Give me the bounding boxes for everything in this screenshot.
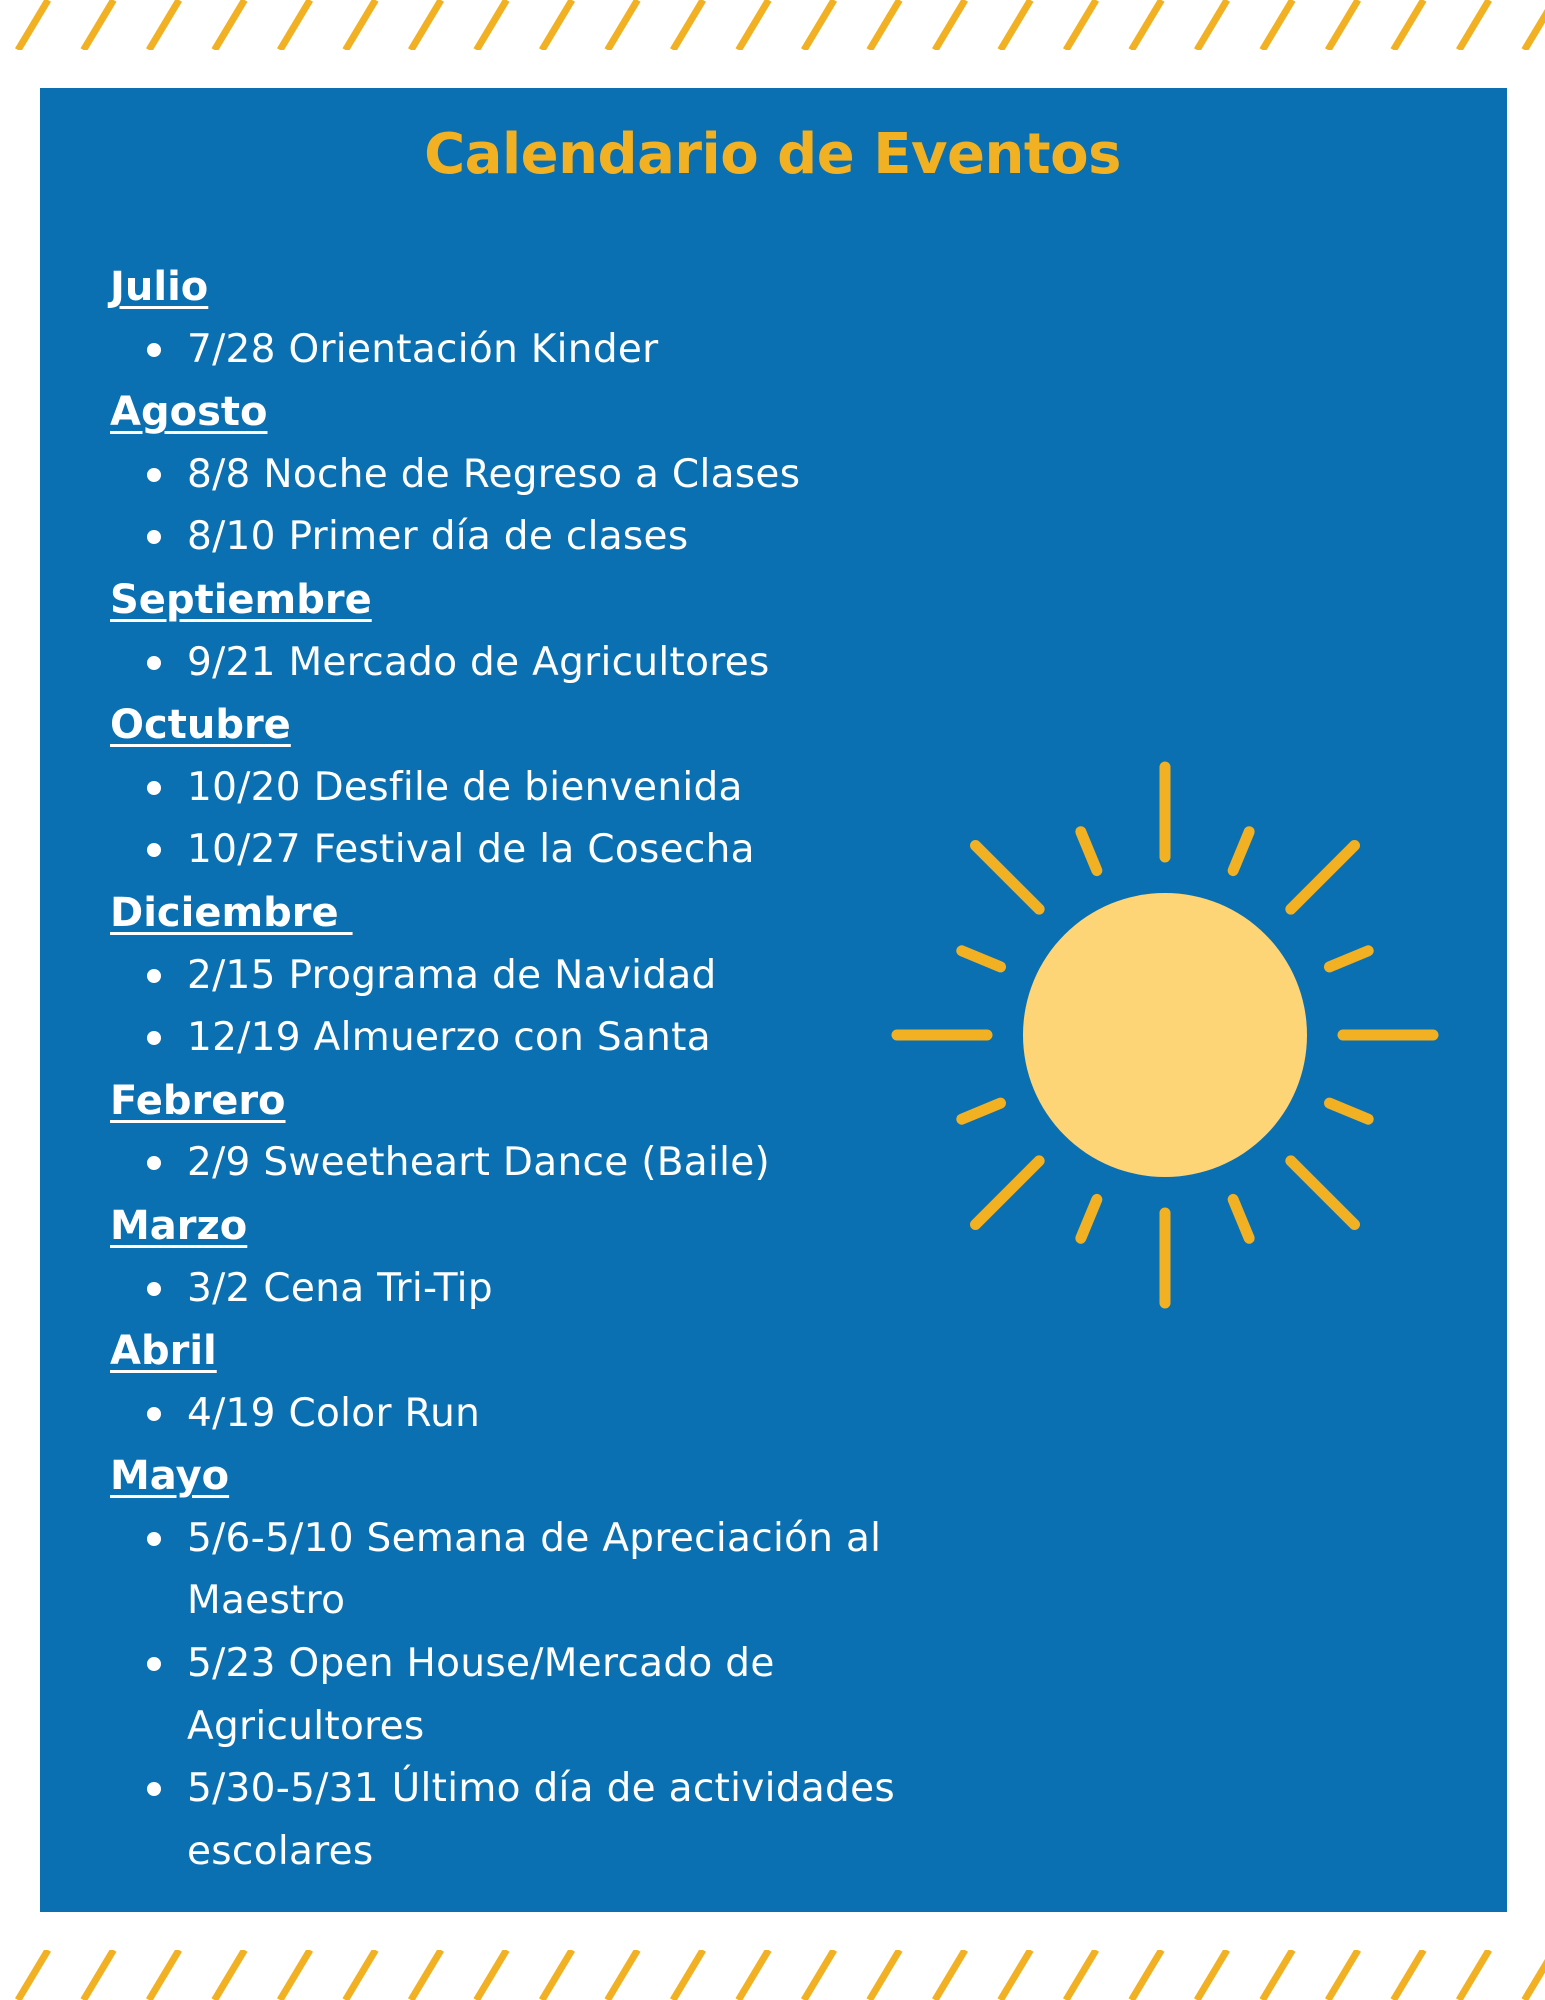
stripe-mark — [1132, 0, 1162, 50]
event-list — [110, 1383, 950, 1446]
event-text: 8/10 Primer día de clases — [187, 514, 689, 560]
sun-core — [1023, 893, 1307, 1177]
event-list — [110, 319, 950, 382]
stripe-mark — [1001, 0, 1031, 50]
event-item — [110, 319, 950, 382]
event-item — [110, 444, 950, 507]
stripe-mark — [1263, 1950, 1293, 2000]
month-section-7 — [110, 1320, 950, 1445]
month-section-2 — [110, 569, 950, 694]
sun-icon — [880, 755, 1440, 1315]
event-item — [110, 1758, 950, 1883]
stripe-mark — [542, 1950, 572, 2000]
event-text: 4/19 Color Run — [187, 1390, 481, 1436]
stripe-mark — [1459, 1950, 1489, 2000]
bullet-dot-icon — [147, 530, 161, 544]
event-text: 2/9 Sweetheart Dance (Baile) — [187, 1140, 771, 1186]
event-item — [110, 1383, 950, 1446]
bullet-dot-icon — [147, 843, 161, 857]
stripe-mark — [1263, 0, 1293, 50]
stripe-mark — [18, 0, 48, 50]
event-text: 8/8 Noche de Regreso a Clases — [187, 451, 801, 497]
bullet-dot-icon — [147, 1282, 161, 1296]
stripe-mark — [739, 0, 769, 50]
event-list — [110, 1508, 950, 1884]
event-text: 9/21 Mercado de Agricultores — [187, 639, 770, 685]
stripe-mark — [477, 1950, 507, 2000]
sun-ray — [962, 951, 1001, 967]
bullet-dot-icon — [147, 781, 161, 795]
stripe-mark — [935, 0, 965, 50]
month-section-6 — [110, 1195, 950, 1320]
event-item — [110, 1508, 950, 1633]
month-heading: Septiembre — [110, 576, 372, 623]
sun-ray — [975, 845, 1039, 909]
event-text: 12/19 Almuerzo con Santa — [187, 1015, 711, 1061]
stripe-mark — [1394, 1950, 1424, 2000]
page-title: Calendario de Eventos — [424, 122, 1121, 187]
stripe-mark — [411, 0, 441, 50]
stripe-mark — [804, 0, 834, 50]
event-text: 10/20 Desfile de bienvenida — [187, 764, 743, 810]
sun-ray — [1081, 1199, 1097, 1238]
bullet-dot-icon — [147, 1657, 161, 1671]
stripe-mark — [935, 1950, 965, 2000]
month-heading: Diciembre — [110, 889, 353, 936]
sun-ray — [1291, 845, 1355, 909]
event-list — [110, 1132, 950, 1195]
stripe-mark — [1525, 0, 1545, 50]
event-list — [110, 945, 950, 1070]
bullet-dot-icon — [147, 468, 161, 482]
stripe-mark — [1328, 0, 1358, 50]
stripe-mark — [280, 0, 310, 50]
sun-ray — [975, 1161, 1039, 1225]
stripe-mark — [18, 1950, 48, 2000]
event-text: 7/28 Orientación Kinder — [187, 326, 659, 372]
month-heading: Agosto — [110, 389, 268, 436]
sun-ray — [1233, 1199, 1249, 1238]
stripe-mark — [608, 1950, 638, 2000]
event-item — [110, 1258, 950, 1321]
stripe-mark — [1066, 0, 1096, 50]
event-text: 3/2 Cena Tri-Tip — [187, 1265, 493, 1311]
stripe-mark — [149, 1950, 179, 2000]
event-item — [110, 506, 950, 569]
stripe-mark — [1525, 1950, 1545, 2000]
stripe-mark — [1066, 1950, 1096, 2000]
stripe-mark — [608, 0, 638, 50]
stripe-mark — [346, 0, 376, 50]
stripe-mark — [804, 1950, 834, 2000]
event-list — [110, 632, 950, 695]
stripe-mark — [215, 0, 245, 50]
stripe-mark — [215, 1950, 245, 2000]
bullet-dot-icon — [147, 969, 161, 983]
bullet-dot-icon — [147, 1782, 161, 1796]
event-text: 5/23 Open House/Mercado de Agricultores — [187, 1641, 775, 1749]
event-text: 5/30-5/31 Último día de actividades escolares — [187, 1766, 896, 1874]
bullet-dot-icon — [147, 656, 161, 670]
stripe-mark — [477, 0, 507, 50]
event-item — [110, 632, 950, 695]
stripe-mark — [1132, 1950, 1162, 2000]
event-text: 10/27 Festival de la Cosecha — [187, 827, 755, 873]
stripe-mark — [1001, 1950, 1031, 2000]
sun-ray — [1329, 1103, 1368, 1119]
month-heading: Octubre — [110, 702, 291, 749]
events-list — [110, 256, 950, 1883]
month-section-1 — [110, 381, 950, 569]
stripe-mark — [1197, 0, 1227, 50]
bottom-stripe-border — [0, 1950, 1545, 2000]
month-section-4 — [110, 882, 950, 1070]
stripe-mark — [673, 0, 703, 50]
month-section-3 — [110, 694, 950, 882]
month-heading: Febrero — [110, 1077, 286, 1124]
stripe-mark — [542, 0, 572, 50]
stripe-mark — [149, 0, 179, 50]
month-heading: Marzo — [110, 1202, 248, 1249]
month-section-0 — [110, 256, 950, 381]
stripe-mark — [84, 0, 114, 50]
bullet-dot-icon — [147, 343, 161, 357]
bullet-dot-icon — [147, 1407, 161, 1421]
stripe-mark — [346, 1950, 376, 2000]
event-list — [110, 444, 950, 569]
month-section-8 — [110, 1445, 950, 1883]
stripe-mark — [870, 1950, 900, 2000]
event-item — [110, 1007, 950, 1070]
month-section-5 — [110, 1070, 950, 1195]
stripe-mark — [739, 1950, 769, 2000]
sun-ray — [962, 1103, 1001, 1119]
stripe-mark — [870, 0, 900, 50]
event-item — [110, 1132, 950, 1195]
event-item — [110, 945, 950, 1008]
event-text: 2/15 Programa de Navidad — [187, 952, 717, 998]
bullet-dot-icon — [147, 1532, 161, 1546]
stripe-mark — [673, 1950, 703, 2000]
stripe-mark — [1459, 0, 1489, 50]
event-list — [110, 757, 950, 882]
top-stripe-border — [0, 0, 1545, 50]
sun-ray — [1233, 832, 1249, 871]
event-item — [110, 819, 950, 882]
event-list — [110, 1258, 950, 1321]
stripe-mark — [1197, 1950, 1227, 2000]
bullet-dot-icon — [147, 1031, 161, 1045]
stripe-mark — [1394, 0, 1424, 50]
stripe-mark — [84, 1950, 114, 2000]
stripe-mark — [280, 1950, 310, 2000]
stripe-mark — [411, 1950, 441, 2000]
month-heading: Abril — [110, 1328, 217, 1375]
month-heading: Julio — [110, 264, 209, 310]
stripe-mark — [1328, 1950, 1358, 2000]
month-heading: Mayo — [110, 1453, 230, 1500]
event-item — [110, 1633, 950, 1758]
event-text: 5/6-5/10 Semana de Apreciación al Maestro — [187, 1515, 882, 1624]
bullet-dot-icon — [147, 1156, 161, 1170]
sun-ray — [1081, 832, 1097, 871]
sun-ray — [1291, 1161, 1355, 1225]
sun-ray — [1329, 951, 1368, 967]
event-item — [110, 757, 950, 820]
